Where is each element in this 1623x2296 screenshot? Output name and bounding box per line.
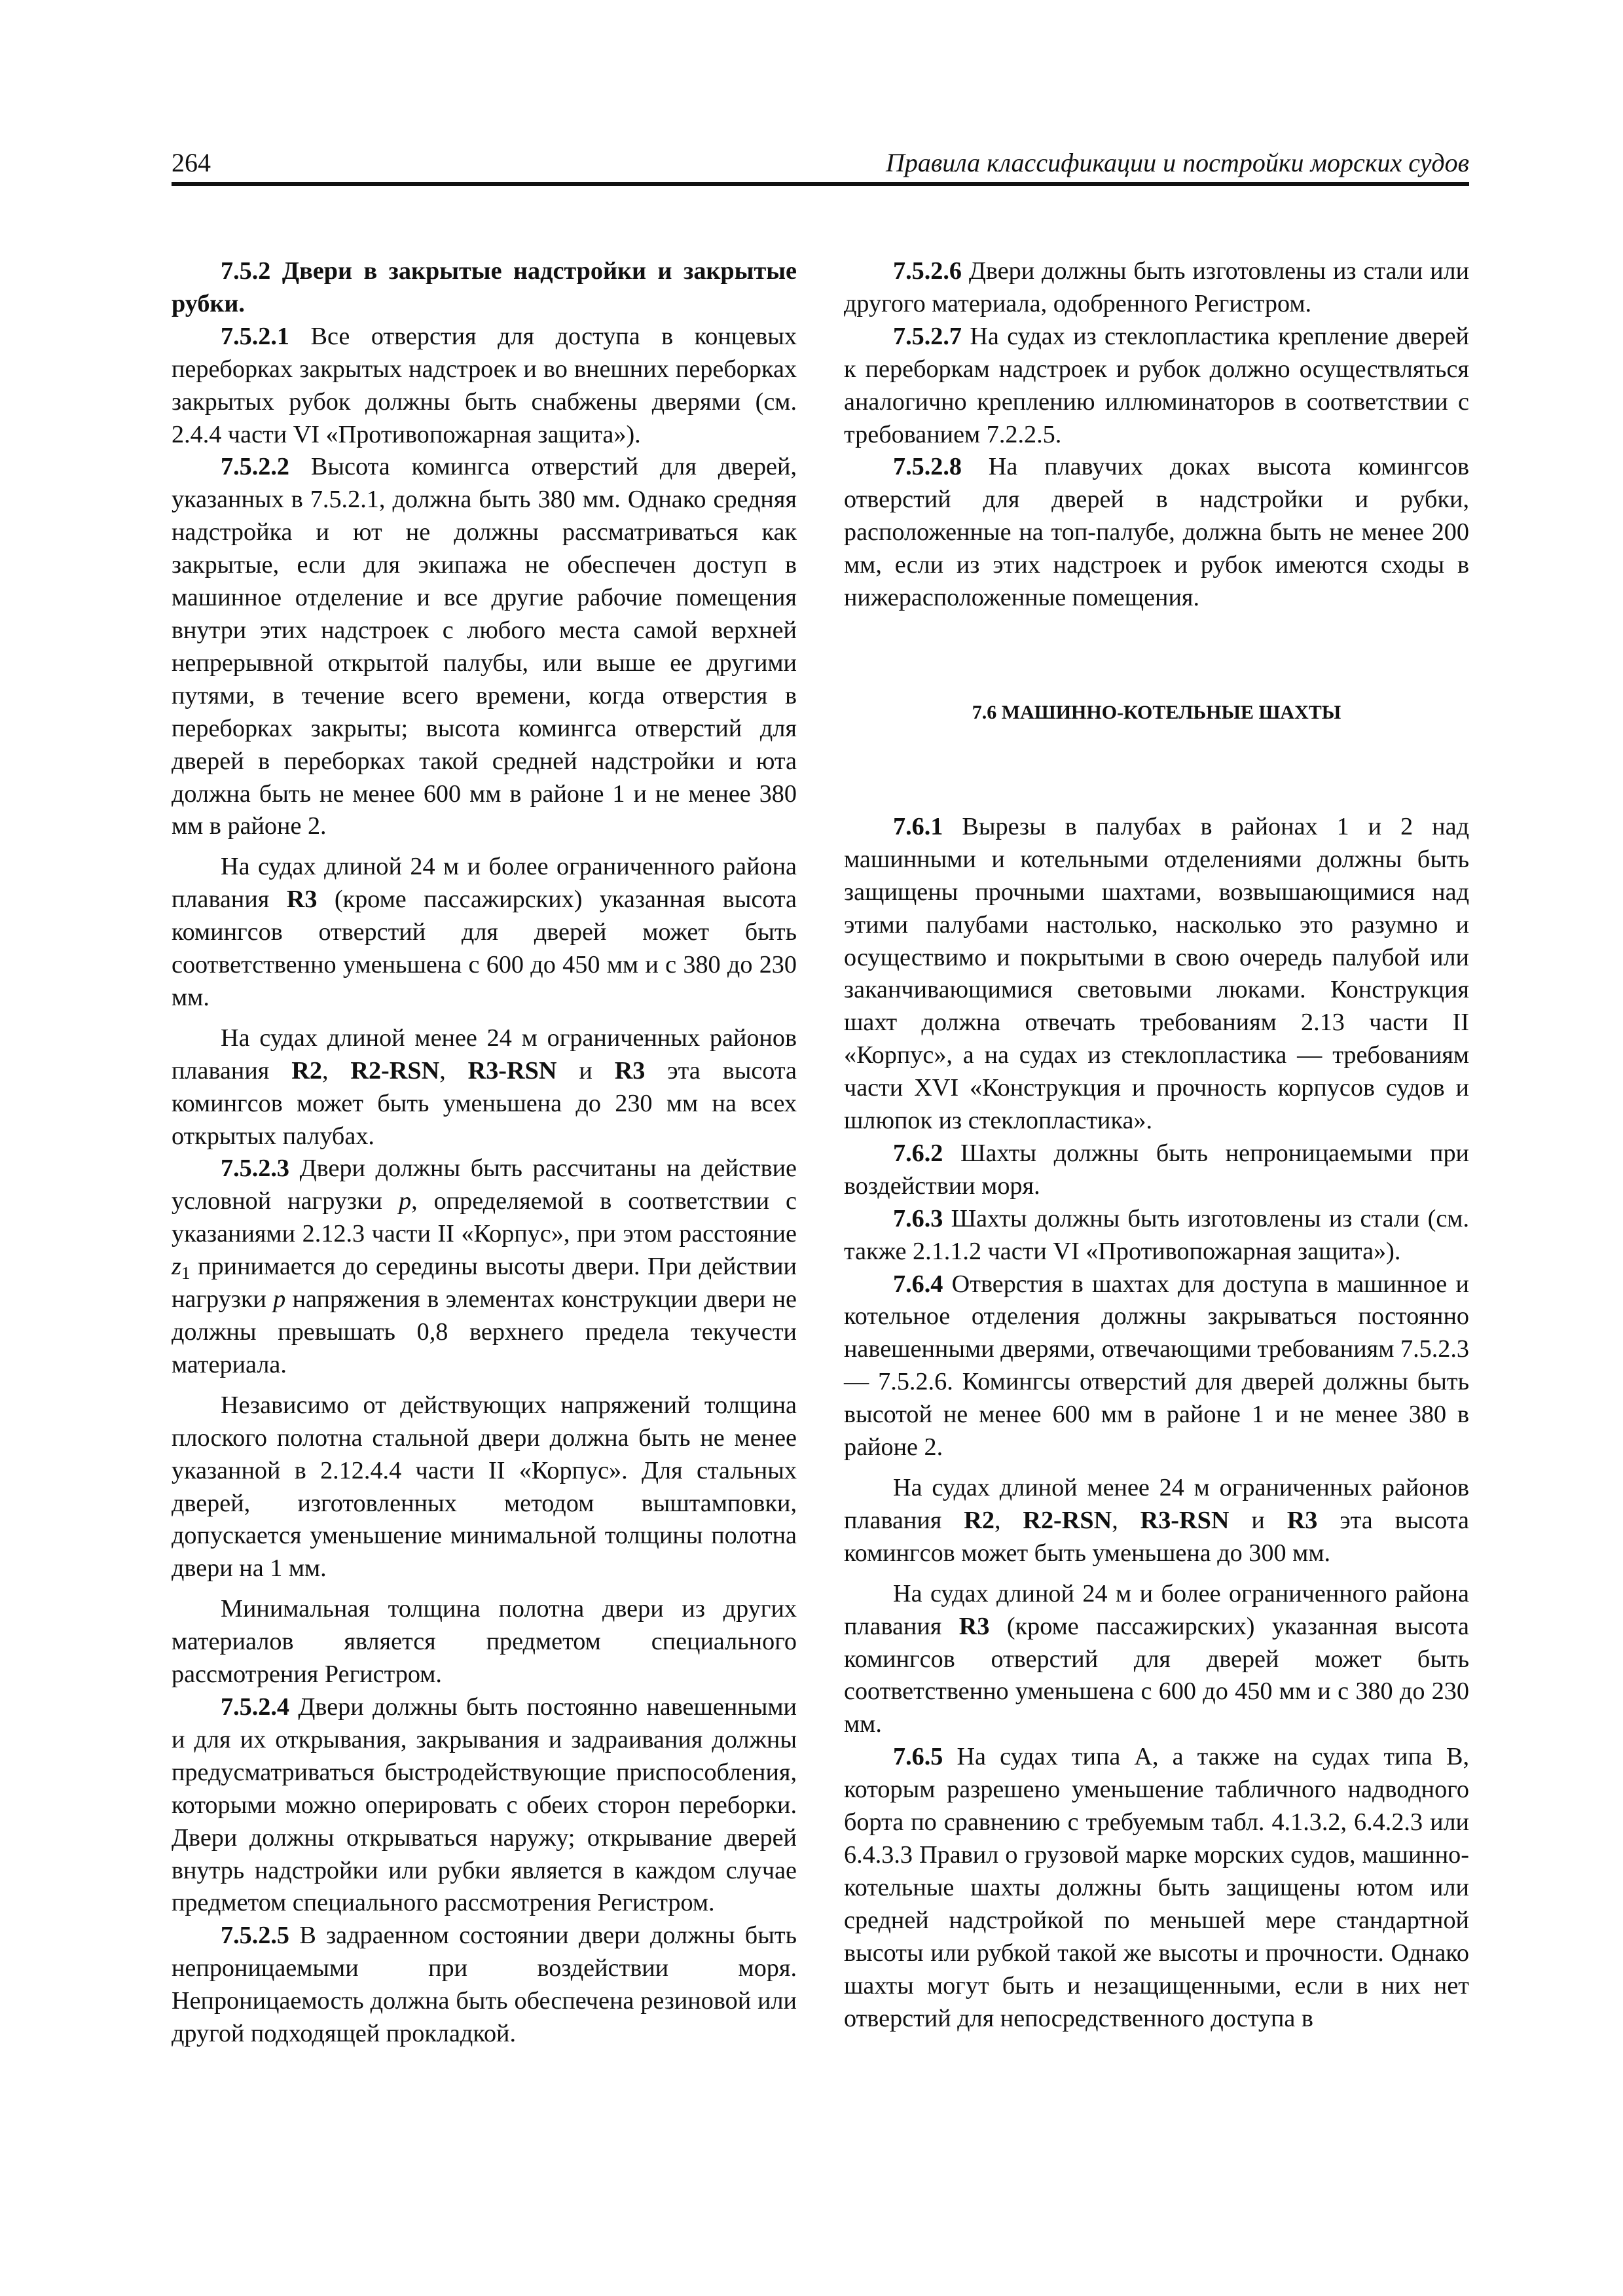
paragraph-small-vessels-shafts: На судах длиной менее 24 м ограниченных районов плавания R2, R2-RSN, R3-RSN и R3 эта высота комингсов может быть уменьшена до 300 мм. (844, 1474, 1469, 1567)
page-header (172, 148, 1469, 186)
clause-number: 7.5.2.4 (221, 1693, 290, 1721)
paragraph-r3-reduction: На судах длиной 24 м и более ограниченного района плавания R3 (кроме пассажирских) указанная высота комингсов отверстий для дверей может быть соответственно уменьшена с 600 до 450 мм и с 380 до 230 мм. (172, 853, 797, 1011)
paragraph-7-5-2-8: 7.5.2.8 На плавучих доках высота комингсов отверстий для дверей в надстройки и рубки, расположенные на топ-палубе, должна быть не менее 200 мм, если из этих надстроек и рубок имеются сходы в нижерасположенные помещения. (844, 453, 1469, 612)
paragraph-7-5-2-5: 7.5.2.5 В задраенном состоянии двери должны быть непроницаемыми при воздействии моря. Непроницаемость должна быть обеспечена резиновой или другой подходящей прокладкой. (172, 1922, 797, 2048)
paragraph-r3-reduction-shafts: На судах длиной 24 м и более ограниченного района плавания R3 (кроме пассажирских) указанная высота комингсов отверстий для дверей может быть соответственно уменьшена с 600 до 450 мм и с 380 до 230 мм. (844, 1579, 1470, 1738)
paragraph-7-6-4: 7.6.4 Отверстия в шахтах для доступа в машинное и котельное отделения должны закрываться постоянно навешенными дверями, отвечающими требованиям 7.5.2.3 — 7.5.2.6. Комингсы отверстий для дверей должны быть высотой не менее 600 мм в районе 1 и не менее 380 в районе 2. (844, 1270, 1469, 1462)
paragraph-7-6-1: 7.6.1 Вырезы в палубах в районах 1 и 2 над машинными и котельными отделениями должны быть защищены прочными шахтами, возвышающимися над этими палубами настолько, насколько это разумно и осуществимо и покрытыми в свою очередь палубой или заканчивающимися световыми люками. Конструкция шахт должна отвечать требованиям 2.13 части II «Корпус», а на судах из стеклопластика — требованиям части XVI «Конструкция и прочность корпусов судов и шлюпок из стеклопластика». (844, 812, 1469, 1135)
clause-number: 7.6.2 (893, 1139, 943, 1167)
paragraph-7-5-2-4: 7.5.2.4 Двери должны быть постоянно навешенными и для их открывания, закрывания и задраивания должны предусматриваться быстродействующие приспособления, которыми можно оперировать с обеих сторон переборки. Двери должны открываться наружу; открывание дверей внутрь надстройки или рубки является в каждом случае предметом специального рассмотрения Регистром. (172, 1693, 797, 1917)
paragraph-7-6-3: 7.6.3 Шахты должны быть изготовлены из стали (см. также 2.1.1.2 части VI «Противопожарная защита»). (844, 1204, 1469, 1265)
clause-number: 7.5.2.1 (221, 322, 290, 350)
paragraph-7-5-2-6: 7.5.2.6 Двери должны быть изготовлены из стали или другого материала, одобренного Регистром. (844, 257, 1469, 317)
paragraph-small-vessels: На судах длиной менее 24 м ограниченных районов плавания R2, R2-RSN, R3-RSN и R3 эта высота комингсов может быть уменьшена до 230 мм на всех открытых палубах. (172, 1024, 797, 1150)
clause-number: 7.6.1 (893, 812, 943, 840)
clause-number: 7.5.2.8 (893, 453, 962, 481)
clause-number: 7.6.5 (893, 1743, 943, 1771)
right-column (844, 255, 1469, 2035)
paragraph-plate-thickness: Независимо от действующих напряжений толщина плоского полотна стальной двери должна быть не менее указанной в 2.12.4.4 части II «Корпус». Для стальных дверей, изготовленных методом выштамповки, допускается уменьшение минимальной толщины полотна двери на 1 мм. (172, 1391, 797, 1583)
left-column (172, 255, 797, 2051)
paragraph-7-5-2-7: 7.5.2.7 На судах из стеклопластика крепление дверей к переборкам надстроек и рубок должно осуществляться аналогично креплению иллюминаторов в соответствии с требованием 7.2.2.5. (844, 322, 1469, 448)
section-title-7-5-2: 7.5.2 Двери в закрытые надстройки и закрытые рубки. (172, 257, 797, 317)
section-heading-7-6: 7.6 МАШИННО-КОТЕЛЬНЫЕ ШАХТЫ (972, 701, 1341, 723)
clause-number: 7.5.2.5 (221, 1922, 290, 1950)
clause-number: 7.5.2.2 (221, 453, 290, 481)
page-number: 264 (172, 148, 211, 177)
clause-number: 7.6.3 (893, 1204, 943, 1232)
paragraph-7-6-2: 7.6.2 Шахты должны быть непроницаемыми при воздействии моря. (844, 1139, 1469, 1200)
running-title: Правила классификации и постройки морских судов (885, 148, 1469, 177)
paragraph-7-5-2-1: 7.5.2.1 Все отверстия для доступа в концевых переборках закрытых надстроек и во внешних переборках закрытых рубок должны быть снабжены дверями (см. 2.4.4 части VI «Противопожарная защита»). (172, 322, 797, 448)
clause-number: 7.5.2.3 (221, 1155, 290, 1183)
clause-number: 7.6.4 (893, 1270, 943, 1298)
paragraph-other-materials: Минимальная толщина полотна двери из других материалов является предметом специального рассмотрения Регистром. (172, 1595, 797, 1689)
paragraph-7-5-2-3: 7.5.2.3 Двери должны быть рассчитаны на действие условной нагрузки p, определяемой в соответствии с указаниями 2.12.3 части II «Корпус», при этом расстояние $z_1$ принимается до середины высоты двери. При действии нагрузки p напряжения в элементах конструкции двери не должны превышать 0,8 верхнего предела текучести материала. (172, 1155, 797, 1378)
paragraph-7-5-2-2: 7.5.2.2 Высота комингса отверстий для дверей, указанных в 7.5.2.1, должна быть 380 мм. Однако средняя надстройка и ют не должны рассматриваться как закрытые, если для экипажа не обеспечен доступ в машинное отделение и все другие рабочие помещения внутри этих надстроек с любого места самой верхней непрерывной открытой палубы, или выше ее другими путями, в течение всего времени, когда отверстия в переборках закрыты; высота комингса отверстий для дверей в переборках такой средней надстройки и юта должна быть не менее 600 мм в районе 1 и не менее 380 мм в районе 2. (172, 453, 797, 840)
clause-number: 7.5.2.7 (893, 322, 962, 350)
clause-number: 7.5.2.6 (893, 257, 962, 285)
paragraph-7-6-5: 7.6.5 На судах типа А, а также на судах типа В, которым разрешено уменьшение табличного надводного борта по сравнению с требуемым табл. 4.1.3.2, 6.4.2.3 или 6.4.3.3 Правил о грузовой марке морских судов, машинно-котельные шахты должны быть защищены ютом или средней надстройкой по меньшей мере стандартной высоты или рубкой такой же высоты и прочности. Однако шахты могут быть и незащищенными, если в них нет отверстий для непосредственного доступа в (844, 1743, 1469, 2032)
